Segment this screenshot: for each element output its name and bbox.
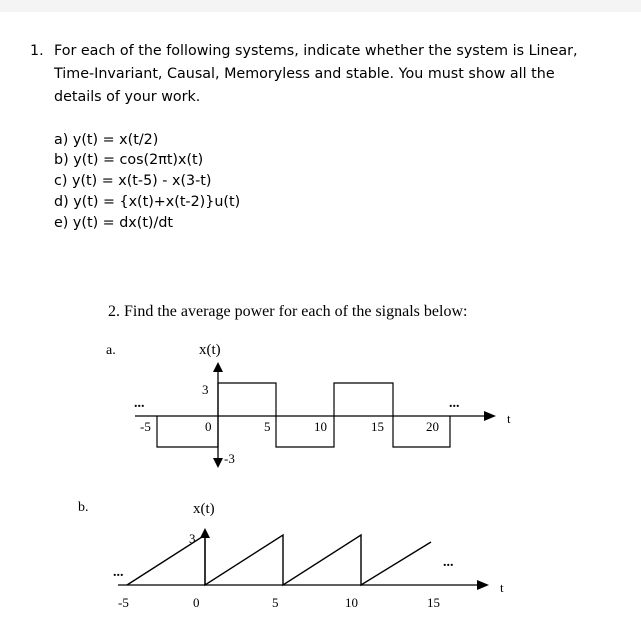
graph-b-tick: -5 [118, 595, 129, 610]
graph-a-square-wave [157, 383, 450, 447]
problem-1-part-b: b) y(t) = cos(2πt)x(t) [54, 152, 204, 168]
graph-a-tick: 0 [205, 419, 212, 434]
problem-1-text-line: details of your work. [54, 89, 201, 105]
graph-b-signal-label: x(t) [193, 501, 215, 517]
graph-a [0, 330, 641, 480]
graph-a-up-arrow [213, 362, 223, 372]
graph-a-signal-label: x(t) [199, 342, 221, 358]
graph-a-right-ellipsis: ... [449, 396, 460, 411]
graph-b-right-ellipsis: ... [443, 555, 454, 570]
graph-b-tick: 0 [193, 595, 200, 610]
graph-a-low-label: -3 [224, 451, 235, 466]
graph-b-peak-label: 3 [189, 531, 196, 546]
graph-a-t-label: t [507, 411, 511, 426]
graph-b-t-axis-arrow [477, 580, 489, 590]
problem-1-text-line: For each of the following systems, indicate whether the system is Linear, [54, 43, 578, 59]
problem-1-part-e: e) y(t) = dx(t)/dt [54, 215, 174, 231]
graph-a-tick: 10 [314, 419, 327, 434]
problem-1-part-a: a) y(t) = x(t/2) [54, 132, 159, 148]
graph-b-tick: 15 [427, 595, 440, 610]
problem-1-part-d: d) y(t) = {x(t)+x(t-2)}u(t) [54, 194, 241, 210]
top-bar [0, 0, 641, 12]
graph-b-tick: 5 [272, 595, 279, 610]
graph-a-high-label: 3 [202, 382, 209, 397]
graph-a-part-label: a. [106, 343, 116, 358]
graph-b-tick: 10 [345, 595, 358, 610]
graph-b-left-ellipsis: ... [113, 565, 124, 580]
graph-b-part-label: b. [78, 500, 89, 515]
problem-1-number: 1. [30, 43, 44, 59]
graph-a-t-axis-arrow [484, 411, 496, 421]
problem-1-text-line: Time-Invariant, Causal, Memoryless and stable. You must show all the [54, 66, 555, 82]
graph-a-tick: 15 [371, 419, 384, 434]
graph-b [0, 490, 641, 620]
graph-a-tick: 5 [264, 419, 271, 434]
graph-b-sawtooth [127, 535, 431, 585]
graph-a-left-ellipsis: ... [134, 396, 145, 411]
problem-2-title: 2. Find the average power for each of the signals below: [108, 303, 468, 320]
graph-a-tick: 20 [426, 419, 439, 434]
graph-a-tick: -5 [140, 419, 151, 434]
graph-b-t-label: t [500, 580, 504, 595]
graph-a-down-arrow [213, 458, 223, 468]
problem-1-part-c: c) y(t) = x(t-5) - x(3-t) [54, 173, 212, 189]
